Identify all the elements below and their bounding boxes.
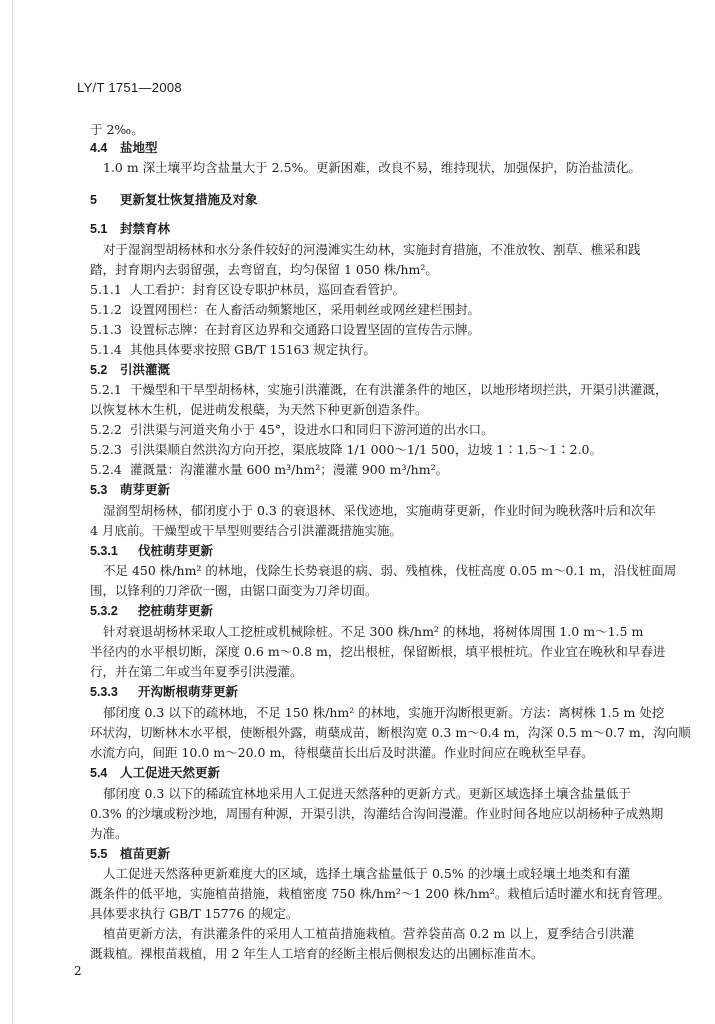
text-line: 4 月底前。干燥型或干旱型则要结合引洪灌溉措施实施。 (90, 523, 402, 538)
text-line: 植苗更新方法，有洪灌条件的采用人工植苗措施栽植。营养袋苗高 0.2 m 以上，夏季结合引洪灌 (103, 926, 635, 941)
text-line: 半径内的水平根切断，深度 0.6 m～0.8 m，挖出根桩，保留断根，填平根桩坑。作业宜在晚秋和早春进 (90, 644, 666, 659)
section-heading: 4.4 盐地型 (90, 141, 158, 155)
text-line: 针对衰退胡杨林采取人工挖桩或机械除桩。不足 300 株/hm² 的林地，将树体周围 1.0 m～1.5 m (103, 624, 644, 639)
text-line: 郁闭度 0.3 以下的稀疏宜林地采用人工促进天然落种的更新方式。更新区域选择土壤含盐量低于 (103, 786, 631, 801)
section-heading: 5.5 植苗更新 (90, 847, 171, 861)
text-line: 溉栽植。裸根苗栽植，用 2 年生人工培育的经断主根后侧根发达的出圃标准苗木。 (90, 946, 544, 961)
page-number: 2 (74, 964, 82, 978)
section-heading: 5.3 萌芽更新 (90, 483, 171, 497)
text-line: 行，并在第二年或当年夏季引洪漫灌。 (90, 664, 303, 679)
text-line: 具体要求执行 GB/T 15776 的规定。 (90, 906, 299, 921)
section-heading: 5 更新复壮恢复措施及对象 (90, 193, 258, 207)
clause-line: 5.1.1 人工看护：封育区设专职护林员，巡回查看管护。 (90, 282, 406, 297)
text-line: 踏，封育期内去弱留强，去弯留直，均匀保留 1 050 株/hm²。 (90, 262, 438, 277)
text-line: 环状沟，切断林木水平根，使断根外露，萌蘖成苗，断根沟宽 0.3 m～0.4 m，沟深 0.5 m～0.7 m，沟向顺 (90, 725, 691, 740)
text-line: 围，以锋利的刀斧砍一圈，由锯口面变为刀斧切面。 (90, 583, 378, 598)
text-line: 以恢复林木生机，促进萌发根蘖，为天然下种更新创造条件。 (90, 402, 428, 417)
text-line: 人工促进天然落种更新难度大的区域，选择土壤含盐量低于 0.5% 的沙壤土或轻壤土地类和有灌 (103, 866, 631, 881)
clause-line: 5.2.2 引洪渠与河道夹角小于 45°，设进水口和同归下游河道的出水口。 (90, 422, 494, 437)
text-line: 于 2‰。 (90, 122, 144, 137)
text-line: 对于湿润型胡杨林和水分条件较好的河漫滩实生幼林，实施封育措施，不准放牧、割草、樵采和践 (103, 242, 641, 257)
subsection-heading: 5.3.2 挖桩萌芽更新 (90, 604, 214, 618)
clause-line: 5.1.3 设置标志牌：在封育区边界和交通路口设置坚固的宣传告示牌。 (90, 322, 481, 337)
subsection-heading: 5.3.3 开沟断根萌芽更新 (90, 685, 239, 699)
subsection-heading: 5.3.1 伐桩萌芽更新 (90, 544, 214, 558)
scan-edge-line (12, 0, 13, 1024)
section-heading: 5.4 人工促进天然更新 (90, 766, 221, 780)
section-heading: 5.1 封禁育林 (90, 222, 171, 236)
clause-line: 5.2.3 引洪渠顺自然洪沟方向开挖，渠底坡降 1/1 000～1/1 500，边坡 1∶1.5～1∶2.0。 (90, 442, 603, 457)
section-heading: 5.2 引洪灌溉 (90, 363, 171, 377)
clause-line: 5.2.1 干燥型和干旱型胡杨林，实施引洪灌溉，在有洪灌条件的地区，以地形堵坝拦洪，开渠引洪灌溉， (90, 382, 668, 397)
text-line: 溉条件的低平地，实施植苗措施，栽植密度 750 株/hm²～1 200 株/hm²。栽植后适时灌水和抚育管理。 (90, 886, 670, 901)
text-line: 不足 450 株/hm² 的林地，伐除生长势衰退的病、弱、残植株，伐桩高度 0.05 m～0.1 m，沿伐桩面周 (103, 563, 677, 578)
text-line: 1.0 m 深土壤平均含盐量大于 2.5%。更新困难，改良不易，维持现状，加强保护，防治盐渍化。 (103, 160, 641, 175)
text-line: 0.3% 的沙壤或粉沙地，周围有种源，开渠引洪，沟灌结合沟间漫灌。作业时间各地应以胡杨种子成熟期 (90, 806, 664, 821)
text-line: 为准。 (90, 826, 128, 841)
clause-line: 5.2.4 灌溉量：沟灌灌水量 600 m³/hm²；漫灌 900 m³/hm²。 (90, 462, 449, 477)
clause-line: 5.1.4 其他具体要求按照 GB/T 15163 规定执行。 (90, 342, 376, 357)
standard-header: LY/T 1751—2008 (77, 80, 182, 95)
text-line: 湿润型胡杨林，郁闭度小于 0.3 的衰退林、采伐迹地，实施萌芽更新，作业时间为晚秋落叶后和次年 (103, 503, 656, 518)
text-line: 水流方向，间距 10.0 m～20.0 m，待根蘖苗长出后及时洪灌。作业时间应在晚秋至早春。 (90, 745, 594, 760)
text-line: 郁闭度 0.3 以下的疏林地，不足 150 株/hm² 的林地，实施开沟断根更新。方法：离树株 1.5 m 处挖 (103, 705, 665, 720)
clause-line: 5.1.2 设置网围栏：在人畜活动频繁地区，采用刺丝或网丝建栏围封。 (90, 302, 481, 317)
